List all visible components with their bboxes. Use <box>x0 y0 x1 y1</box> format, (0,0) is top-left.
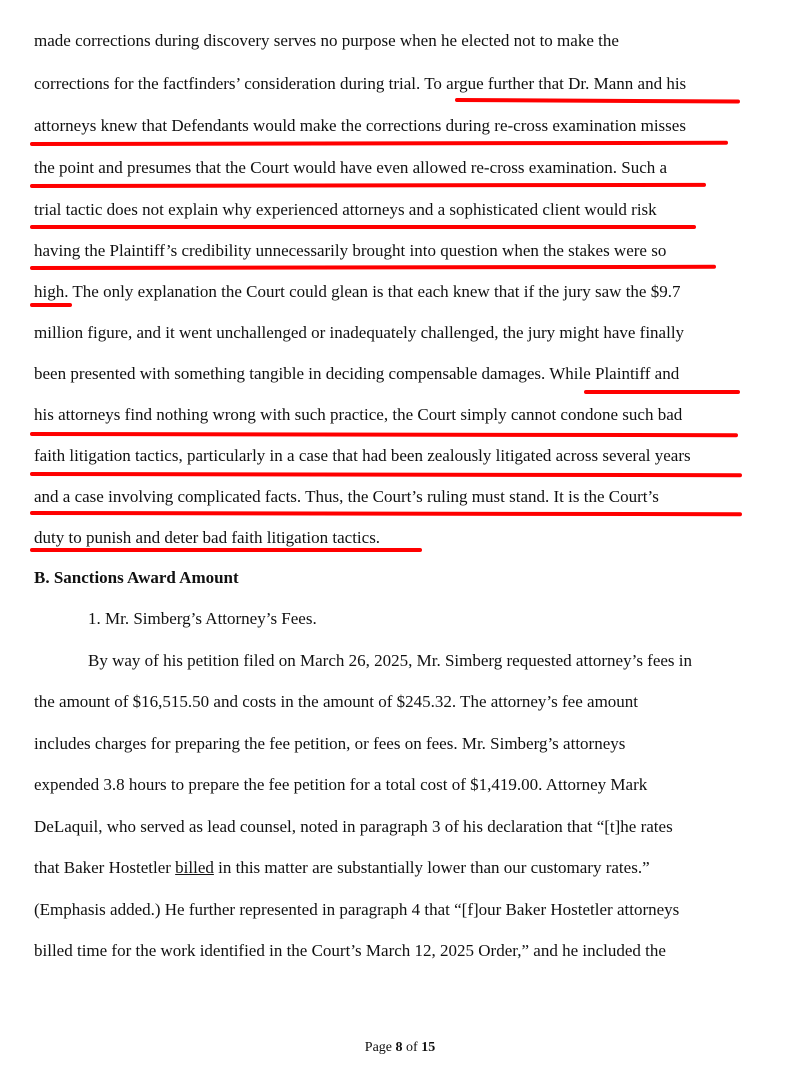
body-text-line: corrections for the factfinders’ consideration during trial. To argue further that Dr. Mann and his <box>34 74 687 93</box>
page-footer <box>0 1039 800 1057</box>
red-underline-annotation <box>584 390 740 394</box>
body-text-line: the point and presumes that the Court would have even allowed re-cross examination. Such a <box>34 158 668 177</box>
page-current: 8 <box>395 1040 403 1055</box>
body-text-line: having the Plaintiff’s credibility unnecessarily brought into question when the stakes were so <box>34 241 667 260</box>
section-heading: B. Sanctions Award Amount <box>34 568 239 587</box>
body-text-line: high. The only explanation the Court could glean is that each knew that if the jury saw the $9.7 <box>34 282 681 301</box>
body-text-line: million figure, and it went unchallenged or inadequately challenged, the jury might have finally <box>34 323 685 342</box>
body-text-line: faith litigation tactics, particularly in a case that had been zealously litigated across several years <box>34 446 691 465</box>
body-text-line: By way of his petition filed on March 26, 2025, Mr. Simberg requested attorney’s fees in <box>88 651 693 670</box>
body-text-line: the amount of $16,515.50 and costs in the amount of $245.32. The attorney’s fee amount <box>34 692 639 711</box>
red-underline-annotation <box>30 303 72 307</box>
body-text-line: made corrections during discovery serves no purpose when he elected not to make the <box>34 31 619 50</box>
text-segment: in this matter are substantially lower than our customary rates.” <box>213 858 650 877</box>
subheading: 1. Mr. Simberg’s Attorney’s Fees. <box>88 609 317 628</box>
body-text-line: billed time for the work identified in the Court’s March 12, 2025 Order,” and he included the <box>34 941 666 960</box>
body-text-line: trial tactic does not explain why experienced attorneys and a sophisticated client would risk <box>34 200 657 219</box>
body-text-line: his attorneys find nothing wrong with such practice, the Court simply cannot condone such bad <box>34 405 683 424</box>
body-text-line: expended 3.8 hours to prepare the fee petition for a total cost of $1,419.00. Attorney Mark <box>34 775 648 794</box>
red-underline-annotation <box>30 141 728 146</box>
red-underline-annotation <box>30 472 742 477</box>
red-underline-annotation <box>455 98 740 103</box>
body-text-line: attorneys knew that Defendants would make the corrections during re-cross examination misses <box>34 116 686 135</box>
body-text-line: duty to punish and deter bad faith litigation tactics. <box>34 528 381 547</box>
red-underline-annotation <box>30 225 696 229</box>
body-text-line: and a case involving complicated facts. Thus, the Court’s ruling must stand. It is the Court’s <box>34 487 659 506</box>
red-underline-annotation <box>30 511 742 516</box>
of-label: of <box>406 1040 418 1055</box>
body-text-line: DeLaquil, who served as lead counsel, noted in paragraph 3 of his declaration that “[t]he rates <box>34 817 673 836</box>
red-underline-annotation <box>30 548 422 552</box>
red-underline-annotation <box>30 183 706 188</box>
page-total: 15 <box>421 1040 436 1055</box>
body-text-line: (Emphasis added.) He further represented in paragraph 4 that “[f]our Baker Hostetler attorneys <box>34 900 680 919</box>
page-label: Page <box>364 1040 393 1055</box>
red-underline-annotation <box>30 432 738 437</box>
red-underline-annotation <box>30 265 716 270</box>
body-text-line: includes charges for preparing the fee petition, or fees on fees. Mr. Simberg’s attorneys <box>34 734 626 753</box>
text-segment: that Baker Hostetler <box>34 858 176 877</box>
body-text-line <box>34 858 650 878</box>
body-text-line: been presented with something tangible in deciding compensable damages. While Plaintiff and <box>34 364 680 383</box>
emphasized-word: billed <box>175 858 214 877</box>
